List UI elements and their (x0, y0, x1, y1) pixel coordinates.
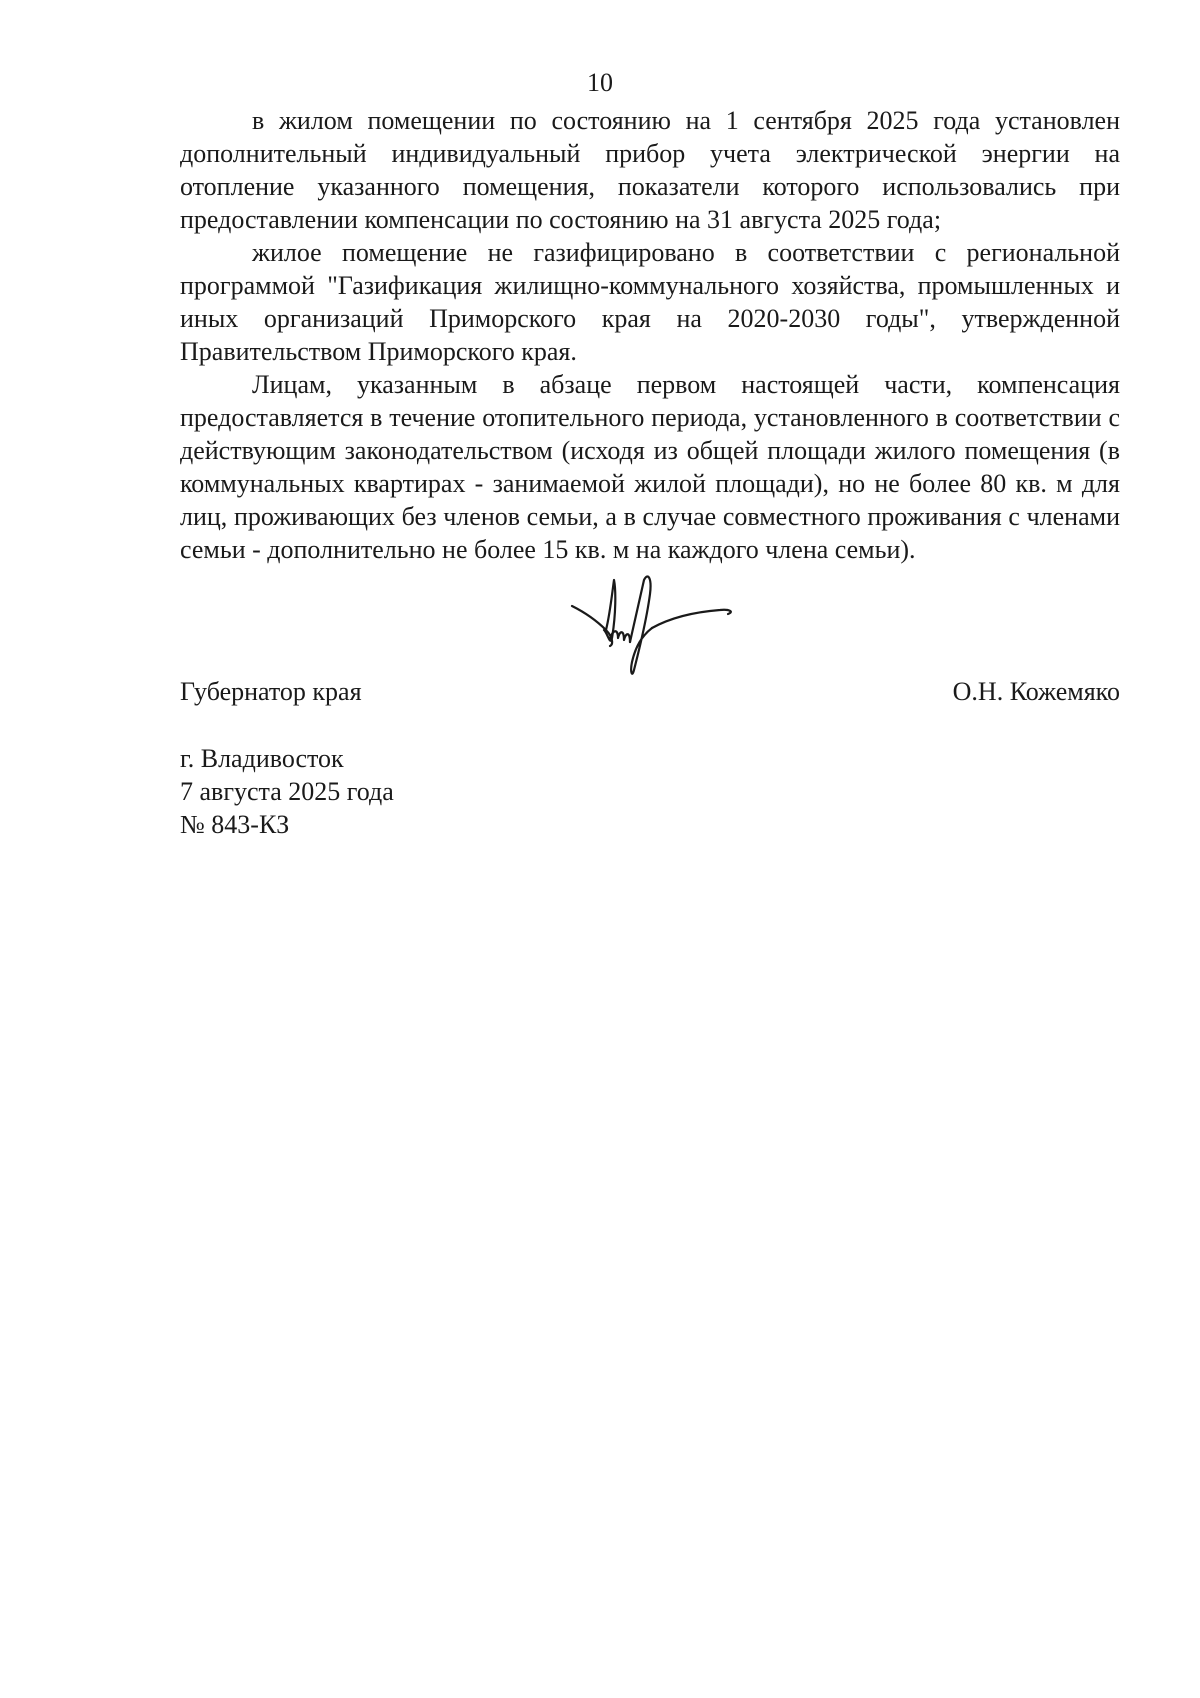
signer-title: Губернатор края (180, 677, 362, 706)
paragraph-2: жилое помещение не газифицировано в соответствии с региональной программой "Газификация жилищно-коммунального хозяйства, промышленных и иных организаций Приморского края на 2020-2030 годы", утвержденной Правительством Приморского края. (180, 238, 1120, 366)
footer-date: 7 августа 2025 года (180, 777, 394, 806)
paragraph-3: Лицам, указанным в абзаце первом настоящей части, компенсация предоставляется в течение отопительного периода, установленного в соответствии с действующим законодательством (исходя из общей площади жилого помещения (в коммунальных квартирах - занимаемой жилой площади), но не более 80 кв. м для лиц, проживающих без членов семьи, а в случае совместного проживания с членами семьи - дополнительно не более 15 кв. м на каждого члена семьи). (180, 370, 1120, 564)
signer-name: О.Н. Кожемяко (952, 677, 1120, 706)
paragraph-1: в жилом помещении по состоянию на 1 сентября 2025 года установлен дополнительный индивидуальный прибор учета электрической энергии на отопление указанного помещения, показатели которого использовались при предоставлении компенсации по состоянию на 31 августа 2025 года; (180, 106, 1120, 234)
signature-row (180, 676, 1120, 716)
page-number: 10 (587, 68, 613, 97)
document-footer (180, 742, 394, 841)
footer-number: № 843-КЗ (180, 810, 290, 839)
footer-city: г. Владивосток (180, 744, 344, 773)
document-body (180, 104, 1120, 566)
